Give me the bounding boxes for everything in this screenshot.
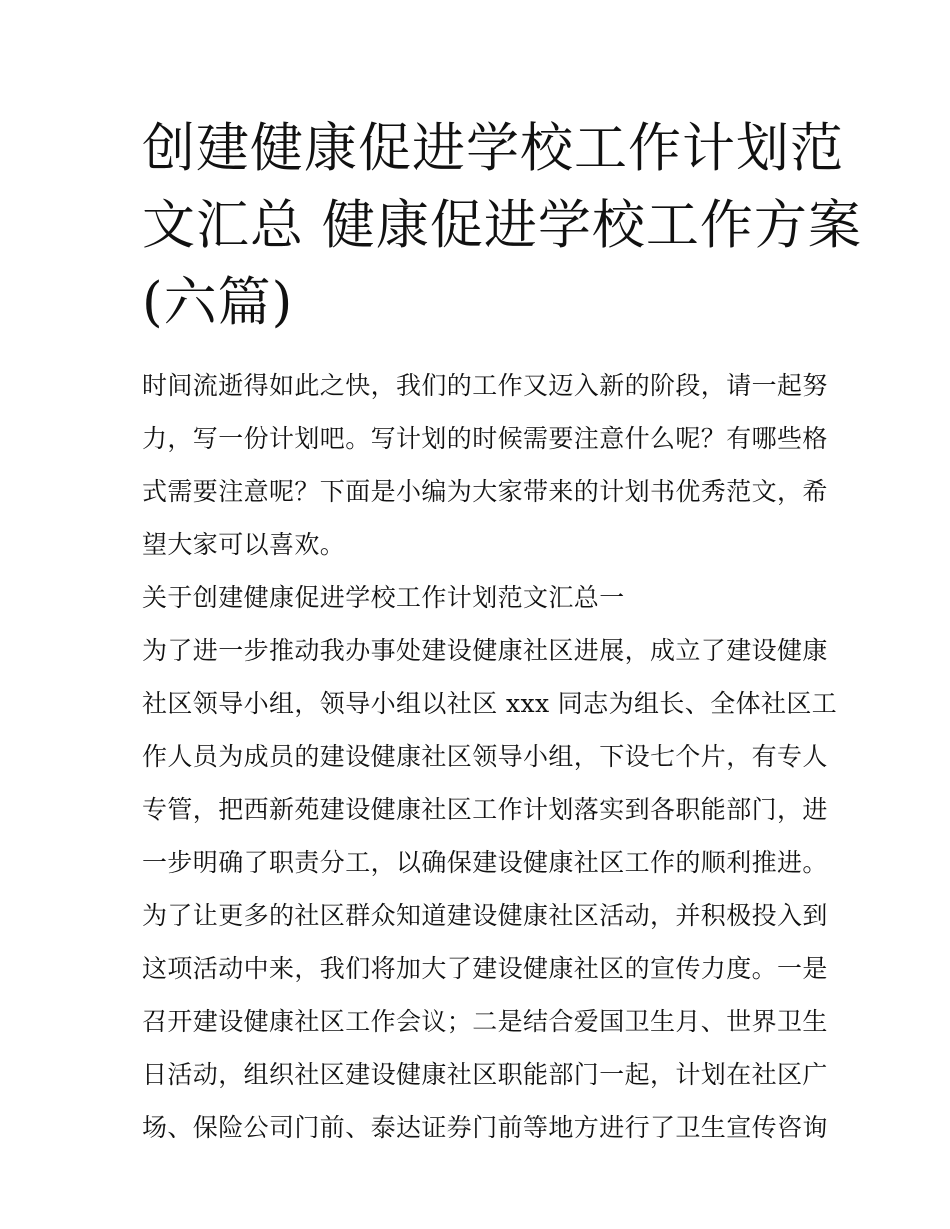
section-heading: 关于创建健康促进学校工作计划范文汇总一 [142, 583, 625, 612]
body-line: 望大家可以喜欢。 [142, 530, 346, 559]
body-line: 一步明确了职责分工，以确保建设健康社区工作的顺利推进。 [142, 848, 828, 877]
title-line: 创建健康促进学校工作计划范 [142, 118, 844, 179]
body-line: 力，写一份计划吧。写计划的时候需要注意什么呢？有哪些格 [142, 424, 828, 453]
title-line: (六篇) [142, 272, 294, 333]
body-line: 为了进一步推动我办事处建设健康社区进展，成立了建设健康 [142, 636, 828, 665]
body-line: 社区领导小组，领导小组以社区 xxx 同志为组长、全体社区工 [142, 689, 838, 718]
body-line: 这项活动中来，我们将加大了建设健康社区的宣传力度。一是 [142, 954, 828, 983]
body-line: 场、保险公司门前、泰达证券门前等地方进行了卫生宣传咨询 [142, 1113, 828, 1142]
body-line: 专管，把西新苑建设健康社区工作计划落实到各职能部门，进 [142, 795, 828, 824]
body-line: 式需要注意呢？下面是小编为大家带来的计划书优秀范文，希 [142, 477, 828, 506]
body-line: 为了让更多的社区群众知道建设健康社区活动，并积极投入到 [142, 901, 828, 930]
body-line: 日活动，组织社区建设健康社区职能部门一起，计划在社区广 [142, 1060, 828, 1089]
body-line: 召开建设健康社区工作会议；二是结合爱国卫生月、世界卫生 [142, 1007, 828, 1036]
document-title [142, 110, 862, 341]
document-body [142, 359, 838, 1154]
document-page [142, 110, 862, 1154]
title-line: 文汇总 健康促进学校工作方案 [142, 195, 862, 256]
body-line: 时间流逝得如此之快，我们的工作又迈入新的阶段，请一起努 [142, 371, 828, 400]
body-line: 作人员为成员的建设健康社区领导小组，下设七个片，有专人 [142, 742, 828, 771]
